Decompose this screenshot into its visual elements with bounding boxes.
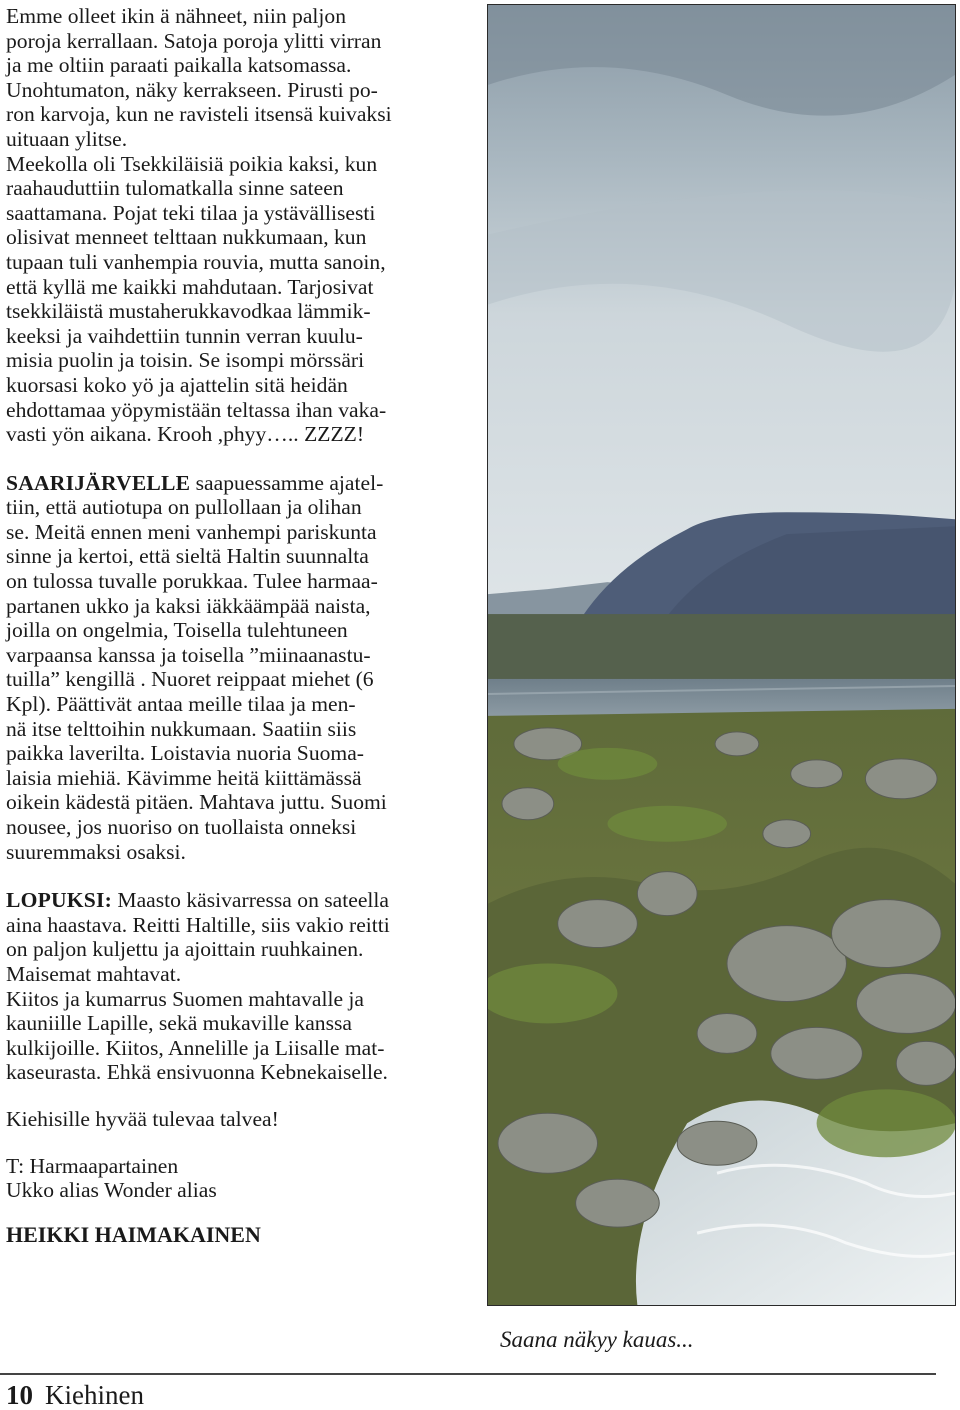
paragraph-2-line: Kpl). Päättivät antaa meille tilaa ja men- (6, 692, 356, 717)
paragraph-1-line: Emme olleet ikin ä nähneet, niin paljon (6, 4, 347, 28)
photo-caption: Saana näkyy kauas... (500, 1327, 694, 1352)
author-name: HEIKKI HAIMAKAINEN (6, 1221, 261, 1247)
publication-name: Kiehinen (45, 1380, 144, 1410)
paragraph-1-line: ron karvoja, kun ne ravisteli itsensä kuivaksi (6, 102, 392, 127)
paragraph-2-line: se. Meitä ennen meni vanhempi pariskunta (6, 519, 377, 544)
paragraph-2-line: partanen ukko ja kaksi iäkkäämpää naista, (6, 593, 371, 618)
paragraph-1-line: tsekkiläistä mustaherukkavodkaa lämmik- (6, 299, 371, 324)
landscape-illustration (488, 5, 955, 1305)
paragraph-2-line: paikka laverilta. Loistavia nuoria Suoma- (6, 741, 364, 766)
paragraph-1-line: Unohtumaton, näky kerrakseen. Pirusti po- (6, 77, 378, 102)
paragraph-3-line: kauniille Lapille, sekä mukaville kanssa (6, 1011, 352, 1036)
paragraph-1-line: saattamana. Pojat teki tilaa ja ystävällisesti (6, 200, 376, 225)
paragraph-2-line: laisia miehiä. Kävimme heitä kiittämässä (6, 765, 362, 790)
section-heading-saarijarvelle: SAARIJÄRVELLE (6, 470, 191, 495)
paragraph-1-line: Meekolla oli Tsekkiläisiä poikia kaksi, kun (6, 151, 378, 176)
paragraph-2-line: varpaansa kanssa ja toisella ”miinaanastu- (6, 642, 371, 667)
paragraph-3: LOPUKSI: Maasto käsivarressa on sateella aina haastava. Reitti Haltille, siis vakio reitti on paljon kuljettu ja ajoittain ruuhkainen. Maisemat mahtavat. Kiitos ja kumarrus Suomen mahtavalle ja kauniille Lapille, sekä mukaville kanssa kulkijoille. Kiitos, Annelille ja Liisalle mat- kaseurasta. Ehkä ensivuonna Kebnekaiselle. (6, 888, 476, 1085)
paragraph-1 (6, 4, 476, 447)
paragraph-1-line: uituaan ylitse. (6, 126, 128, 151)
section-heading-lopuksi: LOPUKSI: (6, 888, 112, 913)
paragraph-2-line: on tulossa tuvalle porukkaa. Tulee harmaa- (6, 569, 378, 594)
paragraph-1-line: vasti yön aikana. Krooh ,phyy….. ZZZZ! (6, 422, 365, 447)
paragraph-3-line: kaseurasta. Ehkä ensivuonna Kebnekaiselle. (6, 1060, 388, 1085)
paragraph-1-line: tupaan tuli vanhempia rouvia, mutta sanoin, (6, 249, 386, 274)
paragraph-3-line: Kiitos ja kumarrus Suomen mahtavalle ja (6, 986, 365, 1011)
paragraph-2-line: sinne ja kertoi, että sieltä Haltin suunnalta (6, 544, 369, 569)
credit-line-2: Ukko alias Wonder alias (6, 1178, 217, 1203)
credit-line-1: T: Harmaapartainen (6, 1153, 179, 1178)
page-footer (6, 1380, 144, 1410)
paragraph-1-line: keeksi ja vaihdettiin tunnin verran kuulu- (6, 323, 363, 348)
paragraph-1-line: että kyllä me kaikki mahdutaan. Tarjosivat (6, 274, 374, 299)
paragraph-2: SAARIJÄRVELLE saapuessamme ajatel- tiin, että autiotupa on pullollaan ja olihan se. Meitä ennen meni vanhempi pariskunta sinne ja kertoi, että sieltä Haltin suunnalta on tulossa tuvalle porukkaa. Tulee harmaa- partanen ukko ja kaksi iäkkäämpää naista, joilla on ongelmia, Toisella tulehtuneen varpaansa kanssa ja toisella ”miinaanastu- tuilla” kengillä . Nuoret reippaat miehet (6 Kpl). Päättivät antaa meille tilaa ja men- nä itse telttoihin nukkumaan. Saatiin siis paikka laverilta. Loistavia nuoria Suoma- laisia miehiä. Kävimme heitä kiittämässä oikein kädestä pitäen. Mahtava juttu. Suomi nousee, jos nuoriso on tuollaista onneksi suuremmaksi osaksi. (6, 471, 476, 865)
paragraph-1-line: kuorsasi koko yö ja ajattelin sitä heidän (6, 372, 348, 397)
article-column (6, 4, 476, 1247)
paragraph-2-line: oikein kädestä pitäen. Mahtava juttu. Suomi (6, 790, 387, 815)
paragraph-1-line: raahauduttiin tulomatkalla sinne sateen (6, 176, 344, 201)
closing-line: Kiehisille hyvää tulevaa talvea! (6, 1106, 279, 1131)
paragraph-2-line: tuilla” kengillä . Nuoret reippaat miehet (6 (6, 667, 374, 692)
paragraph-3-line: Maisemat mahtavat. (6, 961, 182, 986)
paragraph-1-line: misia puolin ja toisin. Se isompi mörssäri (6, 348, 365, 373)
paragraph-3-line: on paljon kuljettu ja ajoittain ruuhkainen. (6, 937, 364, 962)
footer-divider (0, 1373, 936, 1375)
paragraph-2-line: suuremmaksi osaksi. (6, 839, 186, 864)
paragraph-2-line: tiin, että autiotupa on pullollaan ja olihan (6, 495, 362, 520)
paragraph-2-line: nousee, jos nuoriso on tuollaista onneksi (6, 815, 357, 839)
paragraph-1-line: poroja kerrallaan. Satoja poroja ylitti virran (6, 28, 382, 53)
paragraph-2-line: joilla on ongelmia, Toisella tulehtuneen (6, 618, 348, 643)
paragraph-3-line: kulkijoille. Kiitos, Annelille ja Liisalle mat- (6, 1035, 385, 1060)
paragraph-2-line: nä itse telttoihin nukkumaan. Saatiin siis (6, 716, 357, 741)
page-number: 10 (6, 1380, 33, 1410)
paragraph-1-line: ja me oltiin paraati paikalla katsomassa. (6, 53, 352, 78)
paragraph-3-line: aina haastava. Reitti Haltille, siis vakio reitti (6, 912, 390, 937)
landscape-photo (487, 4, 956, 1306)
paragraph-1-line: ehdottamaa yöpymistään teltassa ihan vaka- (6, 397, 387, 422)
paragraph-1-line: olisivat menneet telttaan nukkumaan, kun (6, 225, 367, 250)
